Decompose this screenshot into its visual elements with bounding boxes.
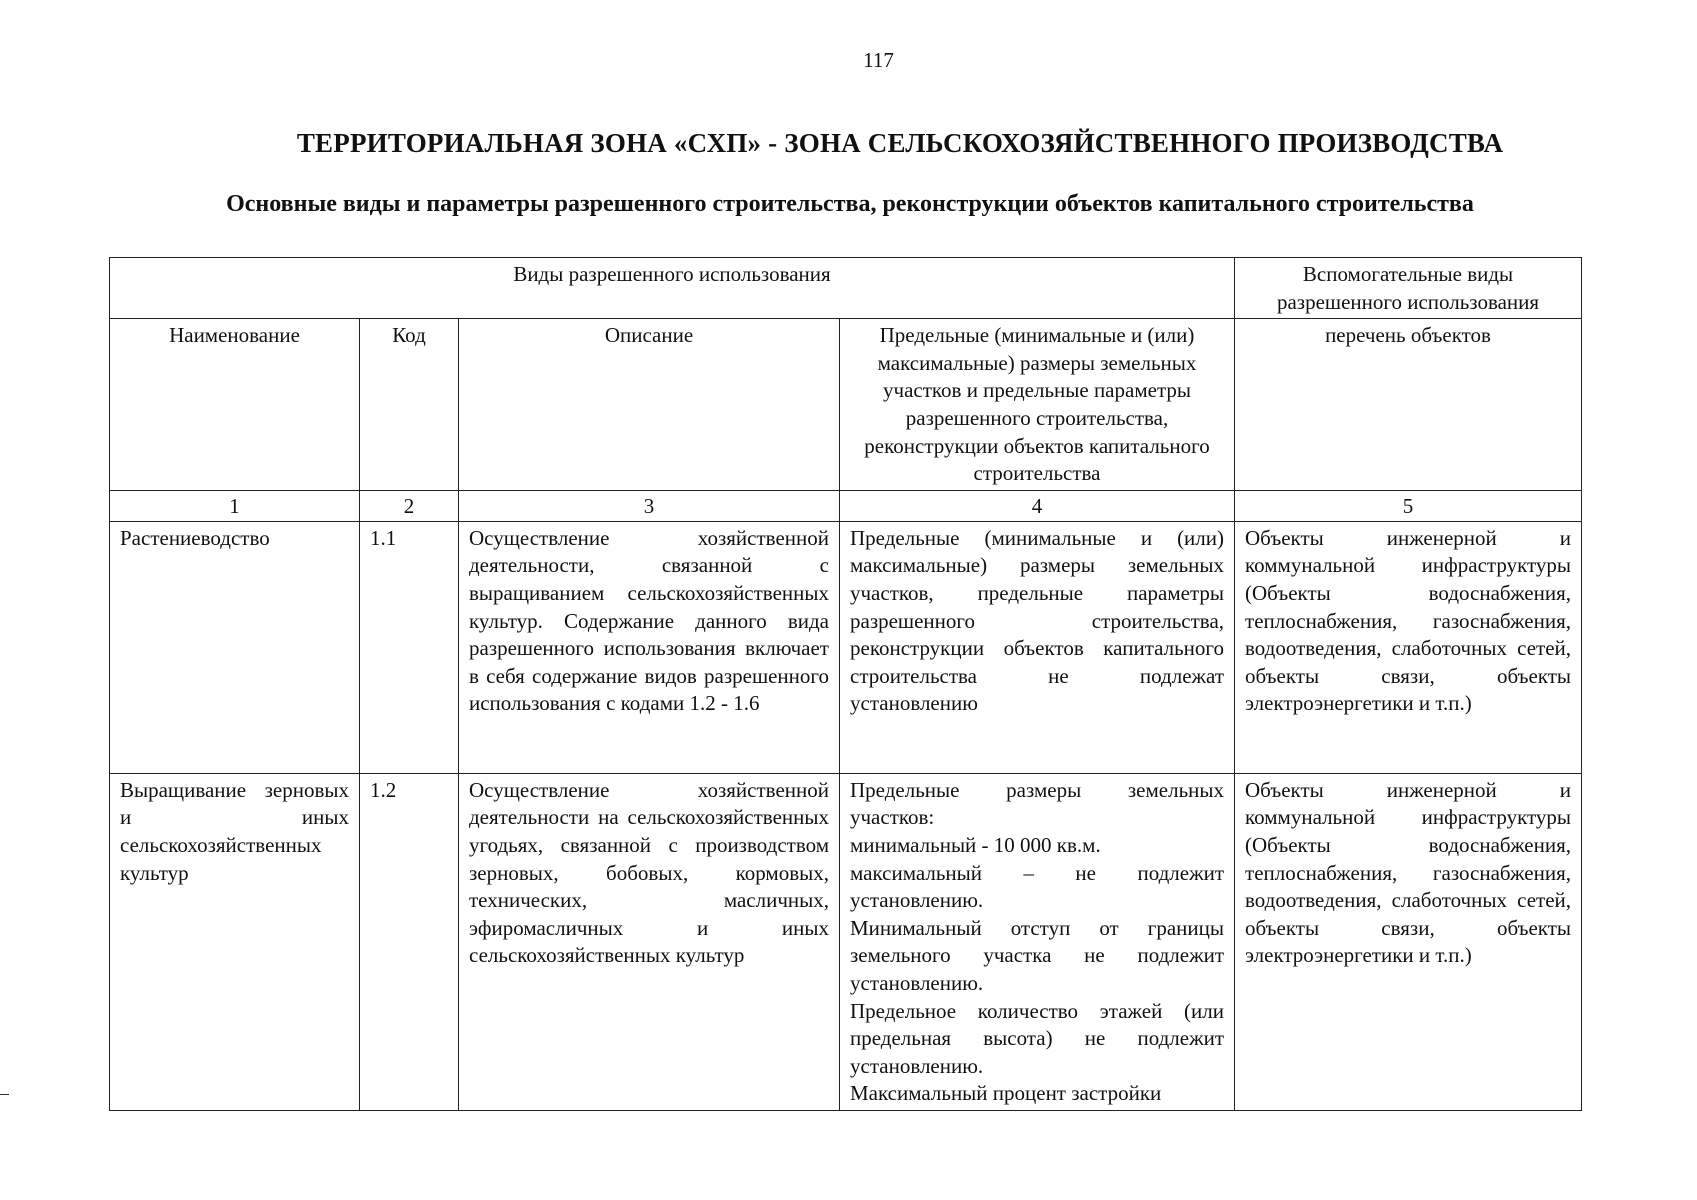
use-description: Осуществление хозяйственной деятельности, связанной с выращиванием сельскохозяйственных культур. Содержание данного вида разрешенного использования включает в себя содержание видов разрешенного использования с кодами 1.2 - 1.6 — [459, 521, 840, 773]
column-number: 5 — [1235, 490, 1582, 521]
limits-line: Минимальный отступ от границы земельного участка не подлежит установлению. — [850, 915, 1225, 995]
use-code: 1.1 — [360, 521, 459, 773]
limits-line: максимальный – не подлежит установлению. — [850, 860, 1225, 913]
page-number: 117 — [863, 48, 894, 72]
column-number: 2 — [360, 490, 459, 521]
column-number-row — [110, 490, 1582, 521]
column-header-code: Код — [360, 319, 459, 491]
aux-objects: Объекты инженерной и коммунальной инфраструктуры (Объекты водоснабжения, теплоснабжения, газоснабжения, водоотведения, слаботочных сетей, объекты связи, объекты электроэнергетики и т.п.) — [1235, 773, 1582, 1110]
limits-line: Предельные размеры земельных участков: — [850, 777, 1225, 830]
column-header-limits: Предельные (минимальные и (или) максимальные) размеры земельных участков и предельные параметры разрешенного строительства, реконструкции объектов капитального строительства — [840, 319, 1235, 491]
table-row — [110, 521, 1582, 773]
margin-mark — [0, 1094, 9, 1095]
aux-objects: Объекты инженерной и коммунальной инфраструктуры (Объекты водоснабжения, теплоснабжения, газоснабжения, водоотведения, слаботочных сетей, объекты связи, объекты электроэнергетики и т.п.) — [1235, 521, 1582, 773]
column-header-object-list: перечень объектов — [1235, 319, 1582, 491]
table-row — [110, 773, 1582, 1110]
use-name: Растениеводство — [110, 521, 360, 773]
group-header-permitted-uses: Виды разрешенного использования — [110, 258, 1235, 319]
document-title: ТЕРРИТОРИАЛЬНАЯ ЗОНА «СХП» - ЗОНА СЕЛЬСКОХОЗЯЙСТВЕННОГО ПРОИЗВОДСТВА — [296, 128, 1504, 158]
limits-line: минимальный - 10 000 кв.м. — [850, 832, 1101, 857]
use-name: Выращивание зерновых и иных сельскохозяйственных культур — [110, 773, 360, 1110]
permitted-use-table — [109, 257, 1582, 1111]
document-subtitle: Основные виды и параметры разрешенного строительства, реконструкции объектов капитального строительства — [226, 191, 1474, 217]
column-number: 4 — [840, 490, 1235, 521]
column-number: 1 — [110, 490, 360, 521]
table-group-header-row — [110, 258, 1582, 319]
use-limits — [840, 773, 1235, 1110]
use-description: Осуществление хозяйственной деятельности на сельскохозяйственных угодьях, связанной с производством зерновых, бобовых, кормовых, технических, масличных, эфиромасличных и иных сельскохозяйственных культур — [459, 773, 840, 1110]
limits-line: Максимальный процент застройки — [850, 1081, 1162, 1106]
use-code: 1.2 — [360, 773, 459, 1110]
limits-line: Предельные (минимальные и (или) максимальные) размеры земельных участков, предельные параметры разрешенного строительства, реконструкции объектов капитального строительства не подлежат установлению — [850, 525, 1225, 716]
table-column-header-row — [110, 319, 1582, 491]
column-header-description: Описание — [459, 319, 840, 491]
group-header-auxiliary-uses: Вспомогательные виды разрешенного использования — [1235, 258, 1582, 319]
column-number: 3 — [459, 490, 840, 521]
use-limits — [840, 521, 1235, 773]
column-header-name: Наименование — [110, 319, 360, 491]
limits-line: Предельное количество этажей (или предельная высота) не подлежит установлению. — [850, 998, 1225, 1078]
